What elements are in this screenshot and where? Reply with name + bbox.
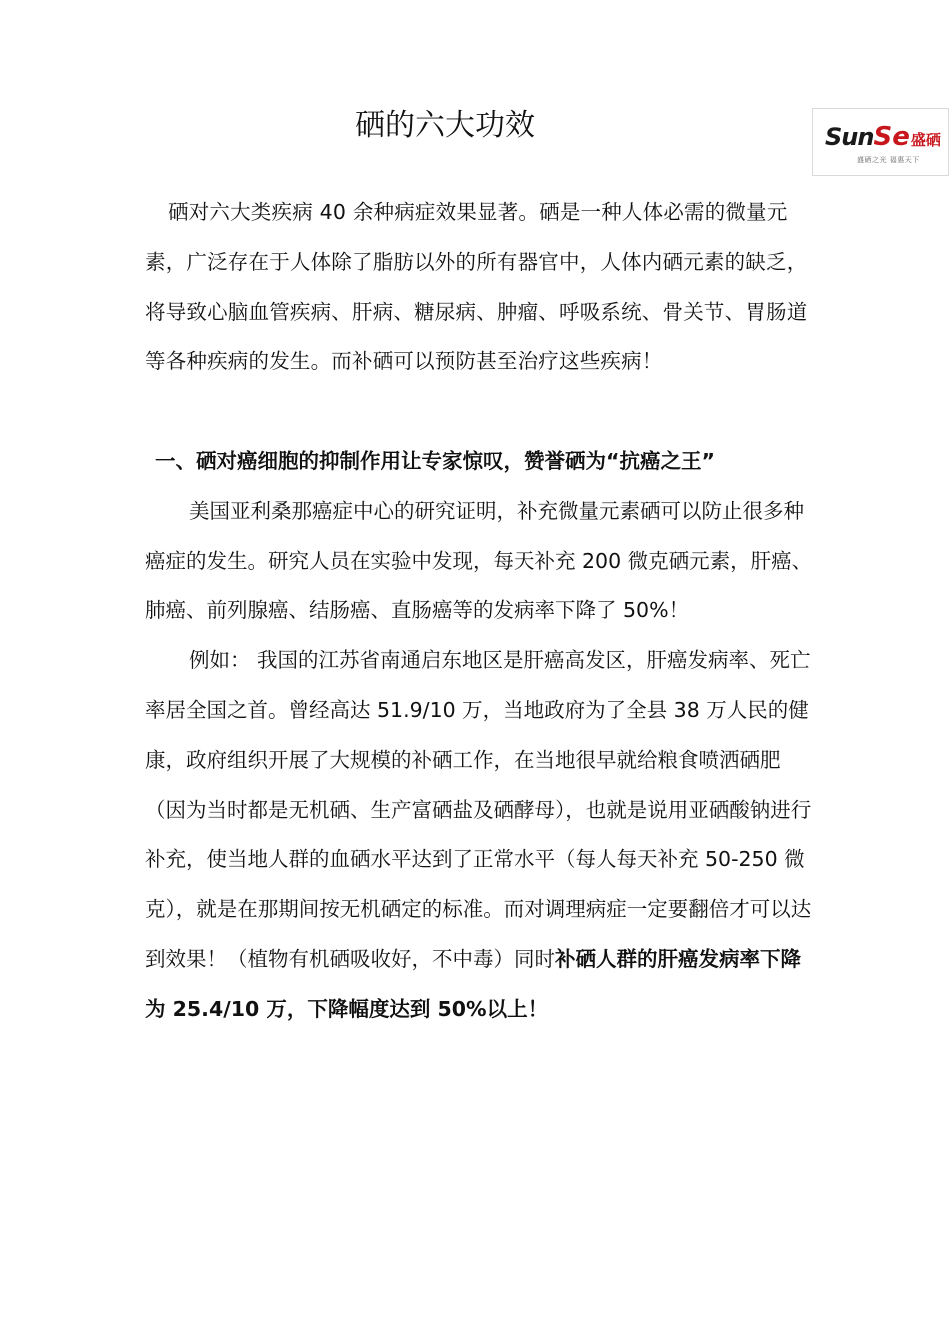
section-heading: 一、硒对癌细胞的抑制作用让专家惊叹，赞誉硒为“抗癌之王” <box>155 448 715 473</box>
logo-tagline: 盛硒之光 福惠天下 <box>857 156 920 164</box>
conclusion-bold: 补硒人群的肝癌发病率下降为 25.4/10 万，下降幅度达到 50%以上！ <box>145 946 801 1021</box>
logo-brand-se: Se <box>873 122 910 152</box>
document-body <box>145 188 815 1035</box>
example-text: 例如： 我国的江苏省南通启东地区是肝癌高发区，肝癌发病率、死亡率居全国之首。曾经高达 51.9/10 万，当地政府为了全县 38 万人民的健康，政府组织开展了大规模的补硒工作，在当地很早就给粮食喷洒硒肥（因为当时都是无机硒、生产富硒盐及硒酵母），也就是说用亚硒酸钠进行补充，使当地人群的血硒水平达到了正常水平（每人每天补充 50-250 微克），就是在那期间按无机硒定的标准。而对调理病症一定要翻倍才可以达到效果！（植物有机硒吸收好，不中毒） <box>145 648 812 971</box>
document-title: 硒的六大功效 <box>355 108 535 143</box>
logo-brand-cn: 盛硒 <box>910 131 941 149</box>
paragraph-spacer <box>145 387 815 437</box>
example-paragraph <box>145 636 815 1034</box>
research-paragraph: 美国亚利桑那癌症中心的研究证明，补充微量元素硒可以防止很多种癌症的发生。研究人员在实验中发现，每天补充 200 微克硒元素，肝癌、肺癌、前列腺癌、结肠癌、直肠癌等的发病率下降了 50%！ <box>145 498 813 623</box>
intro-paragraph: 硒对六大类疾病 40 余种病症效果显著。硒是一种人体必需的微量元素，广泛存在于人体除了脂肪以外的所有器官中，人体内硒元素的缺乏，将导致心脑血管疾病、肝病、糖尿病、肿瘤、呼吸系统、骨关节、胃肠道等各种疾病的发生。而补硒可以预防甚至治疗这些疾病！ <box>145 200 808 374</box>
logo-brand-sun: Sun <box>825 123 874 151</box>
conclusion-prefix: 同时 <box>514 946 555 971</box>
